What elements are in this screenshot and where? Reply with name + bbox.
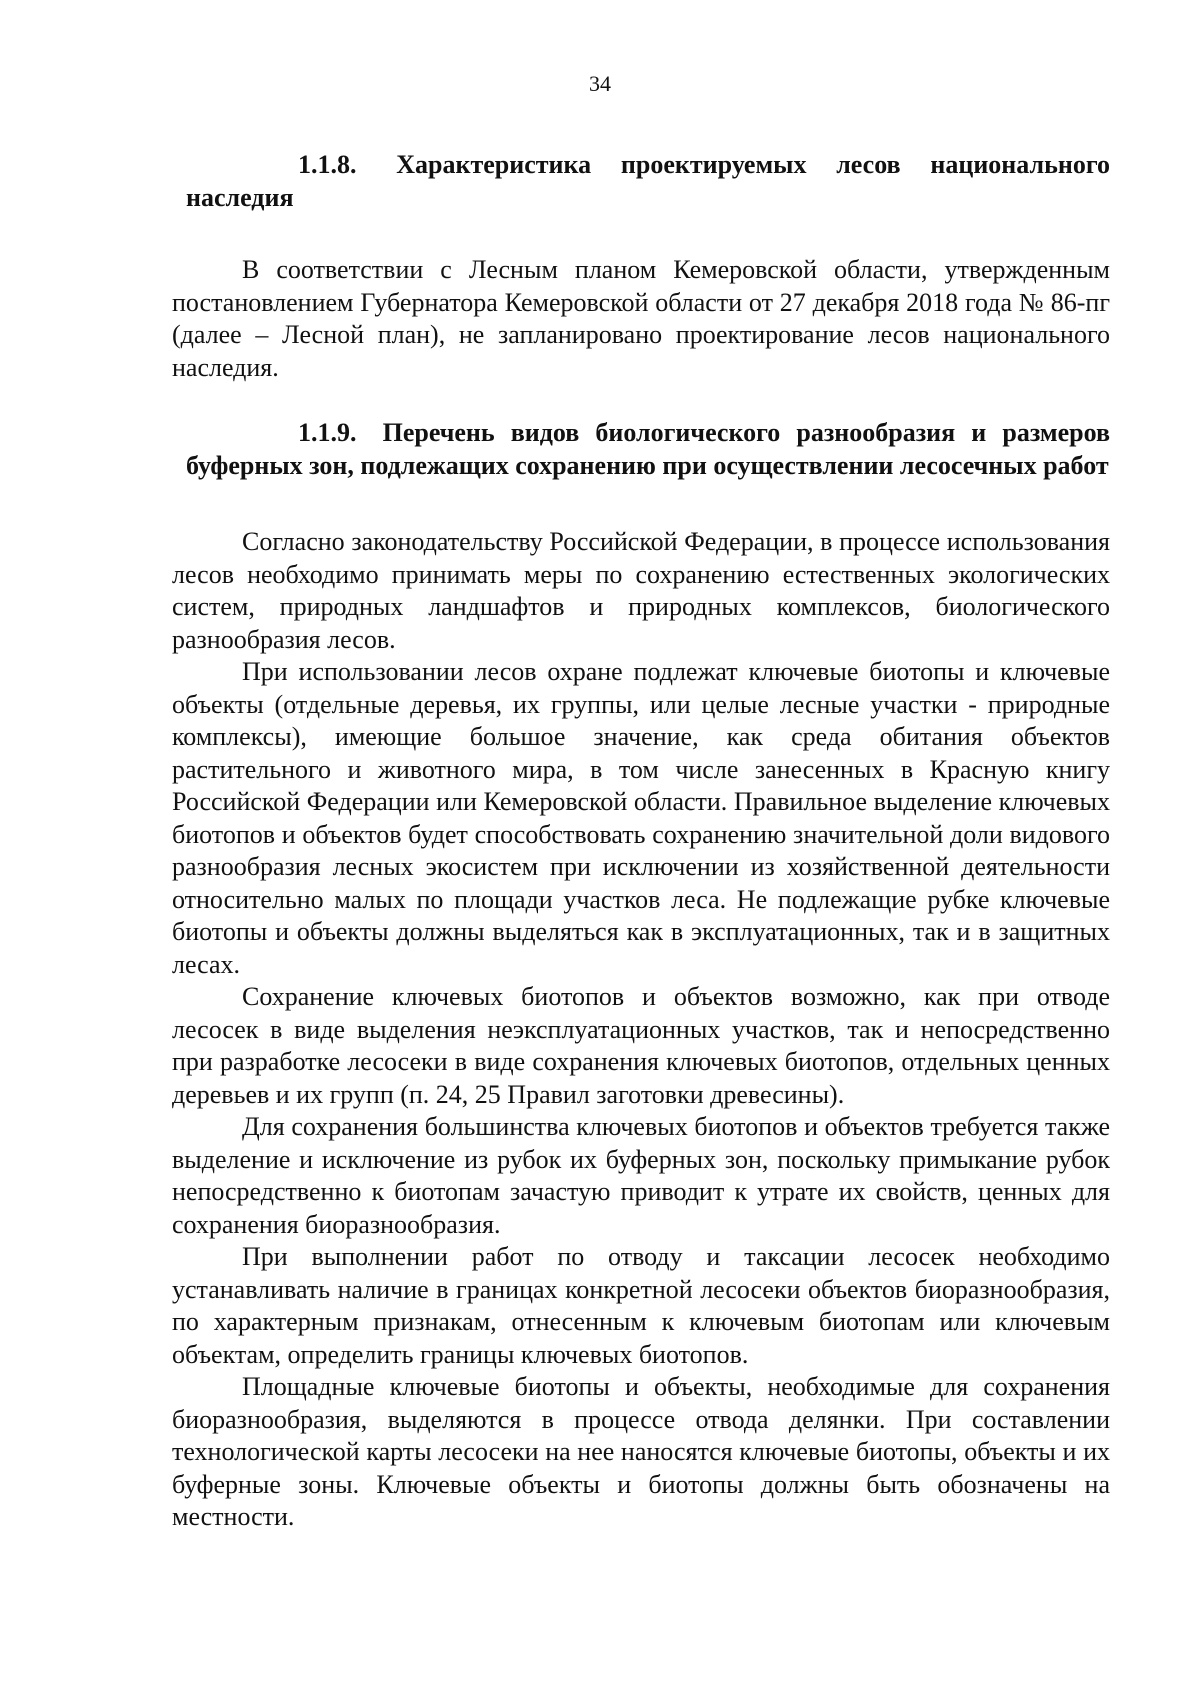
section-number: 1.1.9. xyxy=(298,418,357,447)
paragraph: В соответствии с Лесным планом Кемеровской области, утвержденным постановлением Губернатора Кемеровской области от 27 декабря 2018 года № 86-пг (далее – Лесной план), не запланировано проектирование лесов национального наследия. xyxy=(172,255,1110,382)
page-number: 34 xyxy=(589,71,611,96)
section-heading-1-1-9 xyxy=(172,416,1110,482)
paragraph: При использовании лесов охране подлежат ключевые биотопы и ключевые объекты (отдельные деревья, их группы, или целые лесные участки - природные комплексы), имеющие большое значение, как среда обитания объектов растительного и животного мира, в том числе занесенных в Красную книгу Российской Федерации или Кемеровской области. Правильное выделение ключевых биотопов и объектов будет способствовать сохранению значительной доли видового разнообразия лесных экосистем при исключении из хозяйственной деятельности относительно малых по площади участков леса. Не подлежащие рубке ключевые биотопы и объекты должны выделяться как в эксплуатационных, так и в защитных лесах. xyxy=(172,657,1110,979)
paragraph: Для сохранения большинства ключевых биотопов и объектов требуется также выделение и исключение из рубок их буферных зон, поскольку примыкание рубок непосредственно к биотопам зачастую приводит к утрате их свойств, ценных для сохранения биоразнообразия. xyxy=(172,1112,1110,1239)
paragraph: При выполнении работ по отводу и таксации лесосек необходимо устанавливать наличие в границах конкретной лесосеки объектов биоразнообразия, по характерным признакам, отнесенным к ключевым биотопам или ключевым объектам, определить границы ключевых биотопов. xyxy=(172,1242,1110,1369)
paragraph: Сохранение ключевых биотопов и объектов возможно, как при отводе лесосек в виде выделения неэксплуатационных участков, так и непосредственно при разработке лесосеки в виде сохранения ключевых биотопов, отдельных ценных деревьев и их групп (п. 24, 25 Правил заготовки древесины). xyxy=(172,982,1110,1109)
paragraph: Площадные ключевые биотопы и объекты, необходимые для сохранения биоразнообразия, выделяются в процессе отвода делянки. При составлении технологической карты лесосеки на нее наносятся ключевые биотопы, объекты и их буферные зоны. Ключевые объекты и биотопы должны быть обозначены на местности. xyxy=(172,1372,1110,1531)
section-heading-1-1-8 xyxy=(172,148,1110,214)
section-title: Перечень видов биологического разнообразия и размеров буферных зон, подлежащих сохранению при осуществлении лесосечных работ xyxy=(186,418,1111,480)
section-number: 1.1.8. xyxy=(298,150,357,179)
page-content xyxy=(172,148,1110,1534)
paragraph: Согласно законодательству Российской Федерации, в процессе использования лесов необходимо принимать меры по сохранению естественных экологических систем, природных ландшафтов и природных комплексов, биологического разнообразия лесов. xyxy=(172,527,1110,654)
section-title: Характеристика проектируемых лесов национального наследия xyxy=(186,150,1110,212)
